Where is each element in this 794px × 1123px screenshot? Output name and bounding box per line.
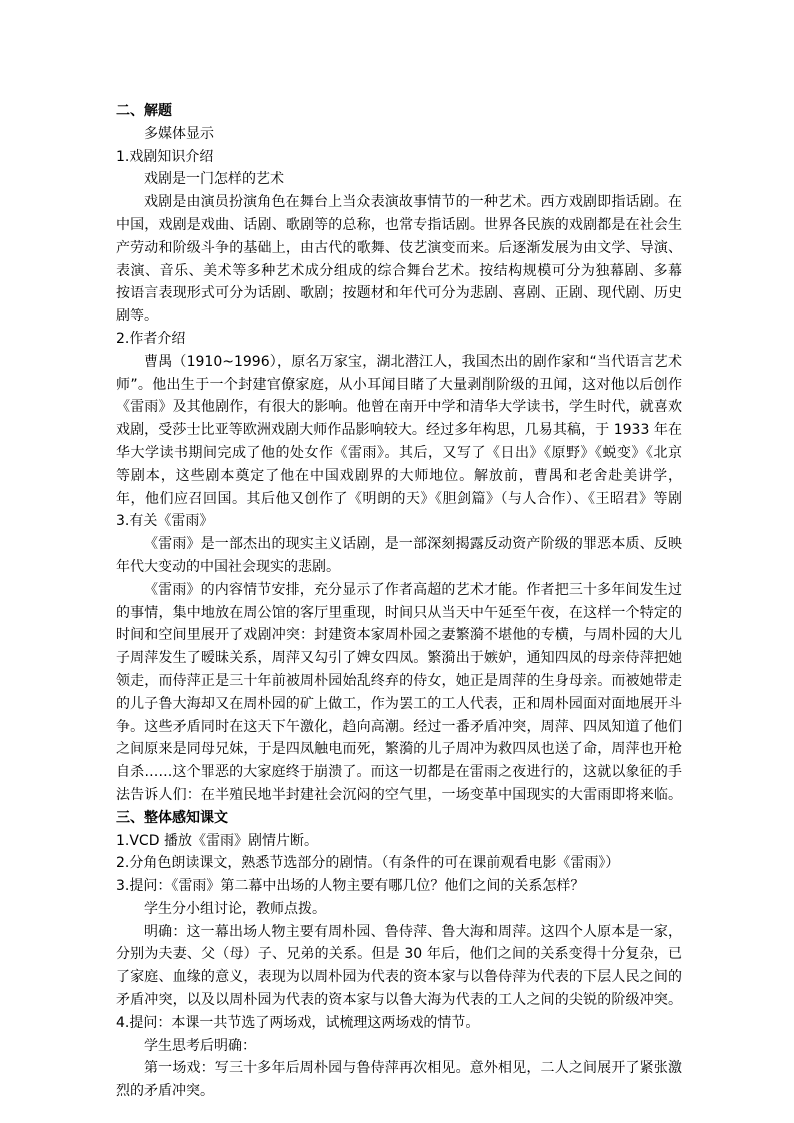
- text-line: 1.VCD 播放《雷雨》剧情片断。: [116, 832, 318, 849]
- text-line: 戏剧是一门怎样的艺术: [144, 171, 284, 188]
- text-line: 多媒体显示: [144, 125, 214, 142]
- text-line: 年，他们应召回国。其后他又创作了《明朗的天》《胆剑篇》（与人合作）、《王昭君》等剧: [116, 490, 682, 507]
- text-line: 领走，而侍萍正是三十年前被周朴园始乱终弃的侍女，她正是周萍的生身母亲。而被她带走: [116, 672, 682, 689]
- text-line: 自杀……这个罪恶的大家庭终于崩溃了。而这一切都是在雷雨之夜进行的，这就以象征的手: [116, 764, 682, 781]
- text-line: 分别为夫妻、父（母）子、兄弟的关系。但是 30 年后，他们之间的关系变得十分复杂，已: [116, 946, 682, 963]
- text-line: 《雷雨》是一部杰出的现实主义话剧，是一部深刻揭露反动资产阶级的罪恶本质、反映: [144, 536, 682, 553]
- text-line: 之间原来是同母兄妹，于是四凤触电而死，繁漪的儿子周冲为救四凤也送了命，周萍也开枪: [116, 741, 682, 758]
- text-line: 争。这些矛盾同时在这天下午激化，趋向高潮。经过一番矛盾冲突，周萍、四凤知道了他们: [116, 718, 682, 735]
- text-line: 矛盾冲突，以及以周朴园为代表的资本家与以鲁大海为代表的工人之间的尖锐的阶级冲突。: [116, 992, 682, 1009]
- text-line: 2.作者介绍: [116, 330, 186, 347]
- text-line: 剧等。: [116, 308, 158, 325]
- text-line: 4.提问：本课一共节选了两场戏，试梳理这两场戏的情节。: [116, 1014, 480, 1031]
- text-line: 法告诉人们：在半殖民地半封建社会沉闷的空气里，一场变革中国现实的大雷雨即将来临。: [116, 786, 682, 803]
- text-line: 子周萍发生了暧昧关系，周萍又勾引了婢女四凤。繁漪出于嫉妒，通知四凤的母亲侍萍把她: [116, 650, 682, 667]
- section-heading: 二、解题: [116, 103, 172, 119]
- text-line: 按语言表现形式可分为话剧、歌剧；按题材和年代可分为悲剧、喜剧、正剧、现代剧、历史: [116, 285, 682, 302]
- text-line: 时间和空间里展开了戏剧冲突：封建资本家周朴园之妻繁漪不堪他的专横，与周朴园的大儿: [116, 627, 682, 644]
- text-line: 学生思考后明确：: [144, 1037, 256, 1054]
- text-line: 明确：这一幕出场人物主要有周朴园、鲁侍萍、鲁大海和周萍。这四个人原本是一家，: [144, 923, 682, 940]
- text-line: 第一场戏：写三十多年后周朴园与鲁侍萍再次相见。意外相见，二人之间展开了紧张激: [144, 1060, 682, 1077]
- text-line: 戏剧，受莎士比亚等欧洲戏剧大师作品影响较大。经过多年构思，几易其稿，于 1933 年在: [116, 422, 682, 439]
- text-line: 1.戏剧知识介绍: [116, 148, 214, 165]
- text-line: 等剧本，这些剧本奠定了他在中国戏剧界的大师地位。解放前，曹禺和老舍赴美讲学，: [116, 467, 682, 484]
- text-line: 2.分角色朗读课文，熟悉节选部分的剧情。（有条件的可在课前观看电影《雷雨》）: [116, 855, 620, 872]
- text-line: 3.提问：《雷雨》第二幕中出场的人物主要有哪几位？他们之间的关系怎样？: [116, 878, 585, 895]
- text-line: 学生分小组讨论，教师点拨。: [144, 900, 326, 917]
- text-line: 产劳动和阶级斗争的基础上，由古代的歌舞、伎艺演变而来。后逐渐发展为由文学、导演、: [116, 239, 682, 256]
- text-line: 戏剧是由演员扮演角色在舞台上当众表演故事情节的一种艺术。西方戏剧即指话剧。在: [144, 194, 682, 211]
- text-line: 《雷雨》的内容情节安排，充分显示了作者高超的艺术才能。作者把三十多年间发生过: [144, 581, 682, 598]
- text-line: 《雷雨》及其他剧作，有很大的影响。他曾在南开中学和清华大学读书，学生时代，就喜欢: [116, 399, 682, 416]
- text-line: 的儿子鲁大海却又在周朴园的矿上做工，作为罢工的工人代表，正和周朴园面对面地展开斗: [116, 695, 682, 712]
- text-line: 中国，戏剧是戏曲、话剧、歌剧等的总称，也常专指话剧。世界各民族的戏剧都是在社会生: [116, 216, 682, 233]
- text-line: 的事情，集中地放在周公馆的客厅里重现，时间只从当天中午延至午夜，在这样一个特定的: [116, 604, 682, 621]
- text-line: 年代大变动的中国社会现实的悲剧。: [116, 558, 340, 575]
- text-line: 华大学读书期间完成了他的处女作《雷雨》。其后，又写了《日出》《原野》《蜕变》《北京: [116, 444, 682, 461]
- document-body: [116, 100, 682, 1103]
- text-line: 3.有关《雷雨》: [116, 513, 214, 530]
- text-line: 烈的矛盾冲突。: [116, 1083, 214, 1100]
- text-line: 师”。他出生于一个封建官僚家庭，从小耳闻目睹了大量剥削阶级的丑闻，这对他以后创作: [116, 376, 682, 393]
- section-heading: 三、整体感知课文: [116, 809, 228, 826]
- text-line: 曹禺（1910~1996），原名万家宝，湖北潜江人，我国杰出的剧作家和“当代语言艺术: [144, 353, 682, 370]
- text-line: 了家庭、血缘的意义，表现为以周朴园为代表的资本家与以鲁侍萍为代表的下层人民之间的: [116, 969, 682, 986]
- text-line: 表演、音乐、美术等多种艺术成分组成的综合舞台艺术。按结构规模可分为独幕剧、多幕: [116, 262, 682, 279]
